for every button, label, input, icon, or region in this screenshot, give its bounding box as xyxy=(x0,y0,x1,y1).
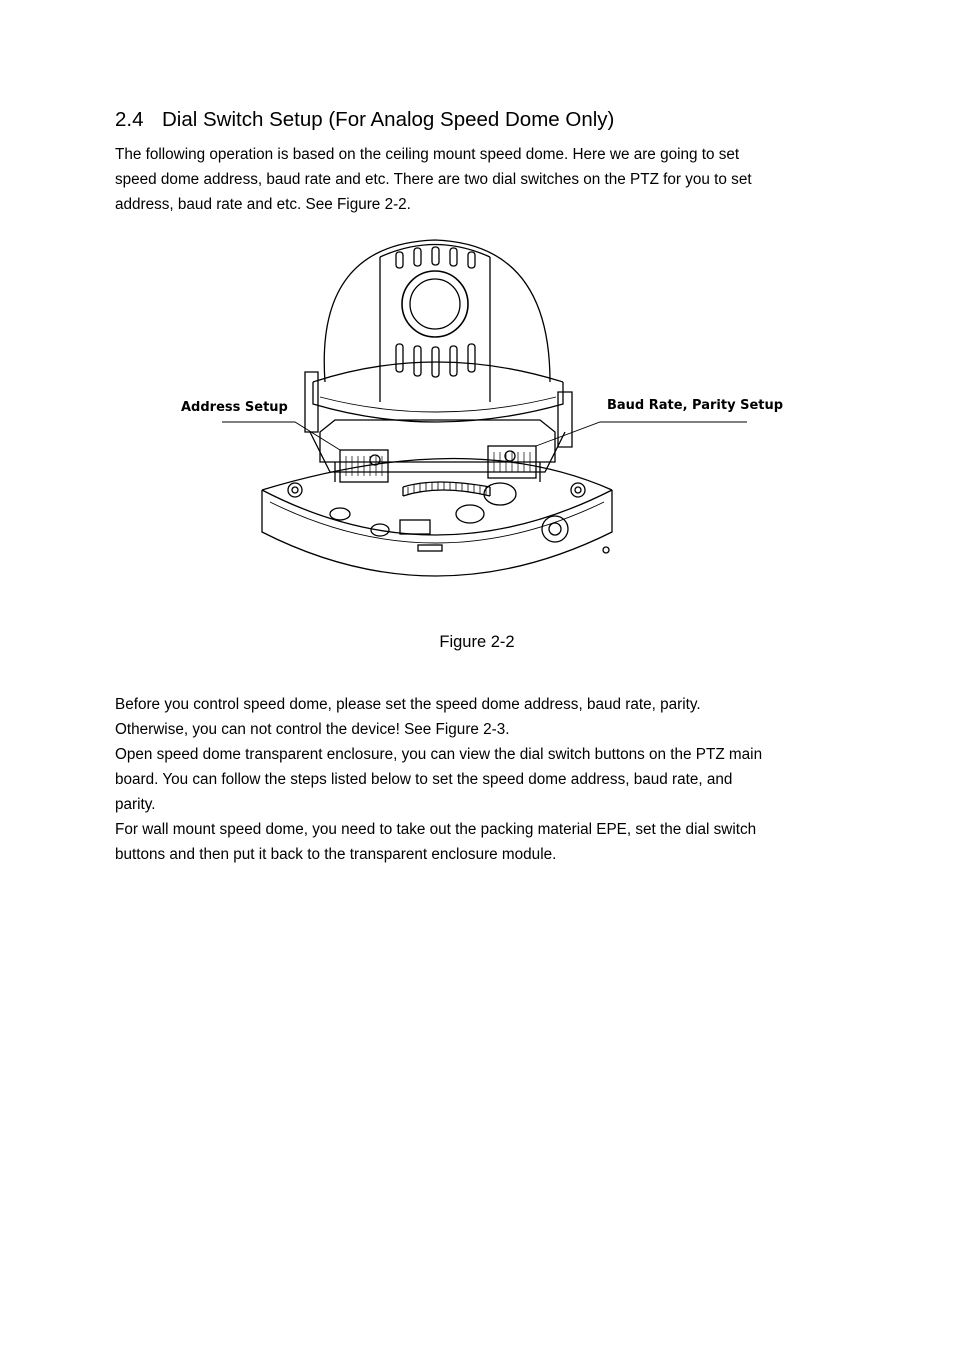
body-line: buttons and then put it back to the transparent enclosure module. xyxy=(115,846,557,863)
body-paragraph xyxy=(115,692,845,867)
body-line: parity. xyxy=(115,796,156,813)
body-line: board. You can follow the steps listed below to set the speed dome address, baud rate, and xyxy=(115,771,733,788)
address-setup-label: Address Setup xyxy=(181,400,288,415)
intro-paragraph xyxy=(115,142,845,217)
section-heading xyxy=(115,106,614,134)
body-line: Otherwise, you can not control the device! See Figure 2-3. xyxy=(115,721,510,738)
section-title: Dial Switch Setup (For Analog Speed Dome Only) xyxy=(162,108,615,131)
section-number: 2.4 xyxy=(115,108,144,131)
figure-caption: Figure 2-2 xyxy=(439,633,515,651)
baud-rate-parity-label: Baud Rate, Parity Setup xyxy=(607,398,784,413)
intro-line: address, baud rate and etc. See Figure 2-2. xyxy=(115,196,411,213)
body-line: For wall mount speed dome, you need to take out the packing material EPE, set the dial switch xyxy=(115,821,757,838)
intro-line: The following operation is based on the ceiling mount speed dome. Here we are going to set xyxy=(115,146,740,163)
body-line: Before you control speed dome, please set the speed dome address, baud rate, parity. xyxy=(115,696,701,713)
speed-dome-drawing xyxy=(170,232,790,607)
speed-dome-figure xyxy=(170,232,790,607)
body-line: Open speed dome transparent enclosure, you can view the dial switch buttons on the PTZ main xyxy=(115,746,763,763)
intro-line: speed dome address, baud rate and etc. There are two dial switches on the PTZ for you to set xyxy=(115,171,752,188)
